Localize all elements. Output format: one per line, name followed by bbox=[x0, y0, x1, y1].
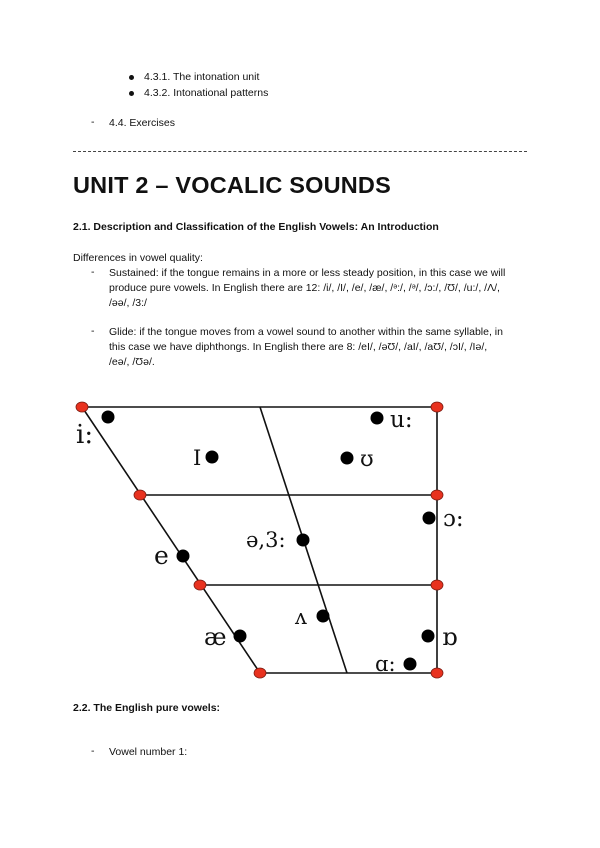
label-ae: æ bbox=[204, 623, 227, 651]
corner-marker bbox=[134, 490, 146, 500]
label-short-i: I bbox=[193, 446, 202, 470]
sustained-line-2: produce pure vowels. In English there are 12: /i/, /I/, /e/, /æ/, /ᵊ:/, /ᵊ/, /ɔ:/, /Ʊ/, /u:/, /Λ/, bbox=[109, 282, 500, 294]
vowel-dot-short-u bbox=[341, 452, 354, 465]
corner-marker bbox=[194, 580, 206, 590]
vowel-dot-short-o bbox=[422, 630, 435, 643]
corner-marker bbox=[76, 402, 88, 412]
toc-dash-item: 4.4. Exercises bbox=[109, 117, 175, 129]
label-wedge: ʌ bbox=[295, 605, 307, 629]
vowel-dot-e bbox=[177, 550, 190, 563]
label-i-long: i: bbox=[76, 420, 94, 450]
corner-marker bbox=[431, 580, 443, 590]
corner-marker bbox=[431, 402, 443, 412]
section-heading-2-2: 2.2. The English pure vowels: bbox=[73, 702, 221, 714]
toc-sub-item: 4.3.1. The intonation unit bbox=[144, 71, 260, 83]
vowel-dot-a-long bbox=[404, 658, 417, 671]
vowel-dot-u-long bbox=[371, 412, 384, 425]
vowel-labels bbox=[76, 407, 464, 676]
label-short-u: ʊ bbox=[360, 447, 374, 472]
vowel-dot-ae bbox=[234, 630, 247, 643]
dash-marker: - bbox=[91, 325, 95, 337]
glide-line-3: /eə/, /Ʊə/. bbox=[109, 356, 155, 368]
vowel-number-item: Vowel number 1: bbox=[109, 746, 188, 758]
vowel-dot-open-o-long bbox=[423, 512, 436, 525]
dash-marker: - bbox=[91, 266, 95, 278]
dash-marker: - bbox=[91, 116, 95, 128]
dash-marker: - bbox=[91, 745, 95, 757]
section-heading-2-1: 2.1. Description and Classification of the English Vowels: An Introduction bbox=[73, 221, 439, 233]
label-short-o: ɒ bbox=[442, 623, 458, 651]
label-a-long: ɑ: bbox=[375, 652, 396, 676]
vowel-dot-schwa bbox=[297, 534, 310, 547]
vowel-quality-intro: Differences in vowel quality: bbox=[73, 252, 203, 264]
sustained-line-1: Sustained: if the tongue remains in a more or less steady position, in this case we will bbox=[109, 267, 506, 279]
unit-title: UNIT 2 – VOCALIC SOUNDS bbox=[73, 172, 391, 198]
label-schwa-3: ə,3: bbox=[246, 528, 286, 552]
toc-sub-item: 4.3.2. Intonational patterns bbox=[144, 87, 269, 99]
sustained-line-3: /əə/, /3:/ bbox=[109, 297, 147, 309]
vowel-dot-short-i bbox=[206, 451, 219, 464]
vowel-dot-i-long bbox=[102, 411, 115, 424]
label-u-long: u: bbox=[390, 407, 413, 433]
corner-marker bbox=[254, 668, 266, 678]
glide-line-2: this case we have diphthongs. In English there are 8: /eI/, /əƱ/, /aI/, /aƱ/, /ɔI/, /Iə/, bbox=[109, 341, 488, 353]
glide-line-1: Glide: if the tongue moves from a vowel sound to another within the same syllable, in bbox=[109, 326, 503, 338]
label-open-o-long: ɔ: bbox=[443, 506, 464, 532]
corner-marker bbox=[431, 668, 443, 678]
corner-marker bbox=[431, 490, 443, 500]
vowel-dot-wedge bbox=[317, 610, 330, 623]
label-e: e bbox=[154, 541, 169, 570]
